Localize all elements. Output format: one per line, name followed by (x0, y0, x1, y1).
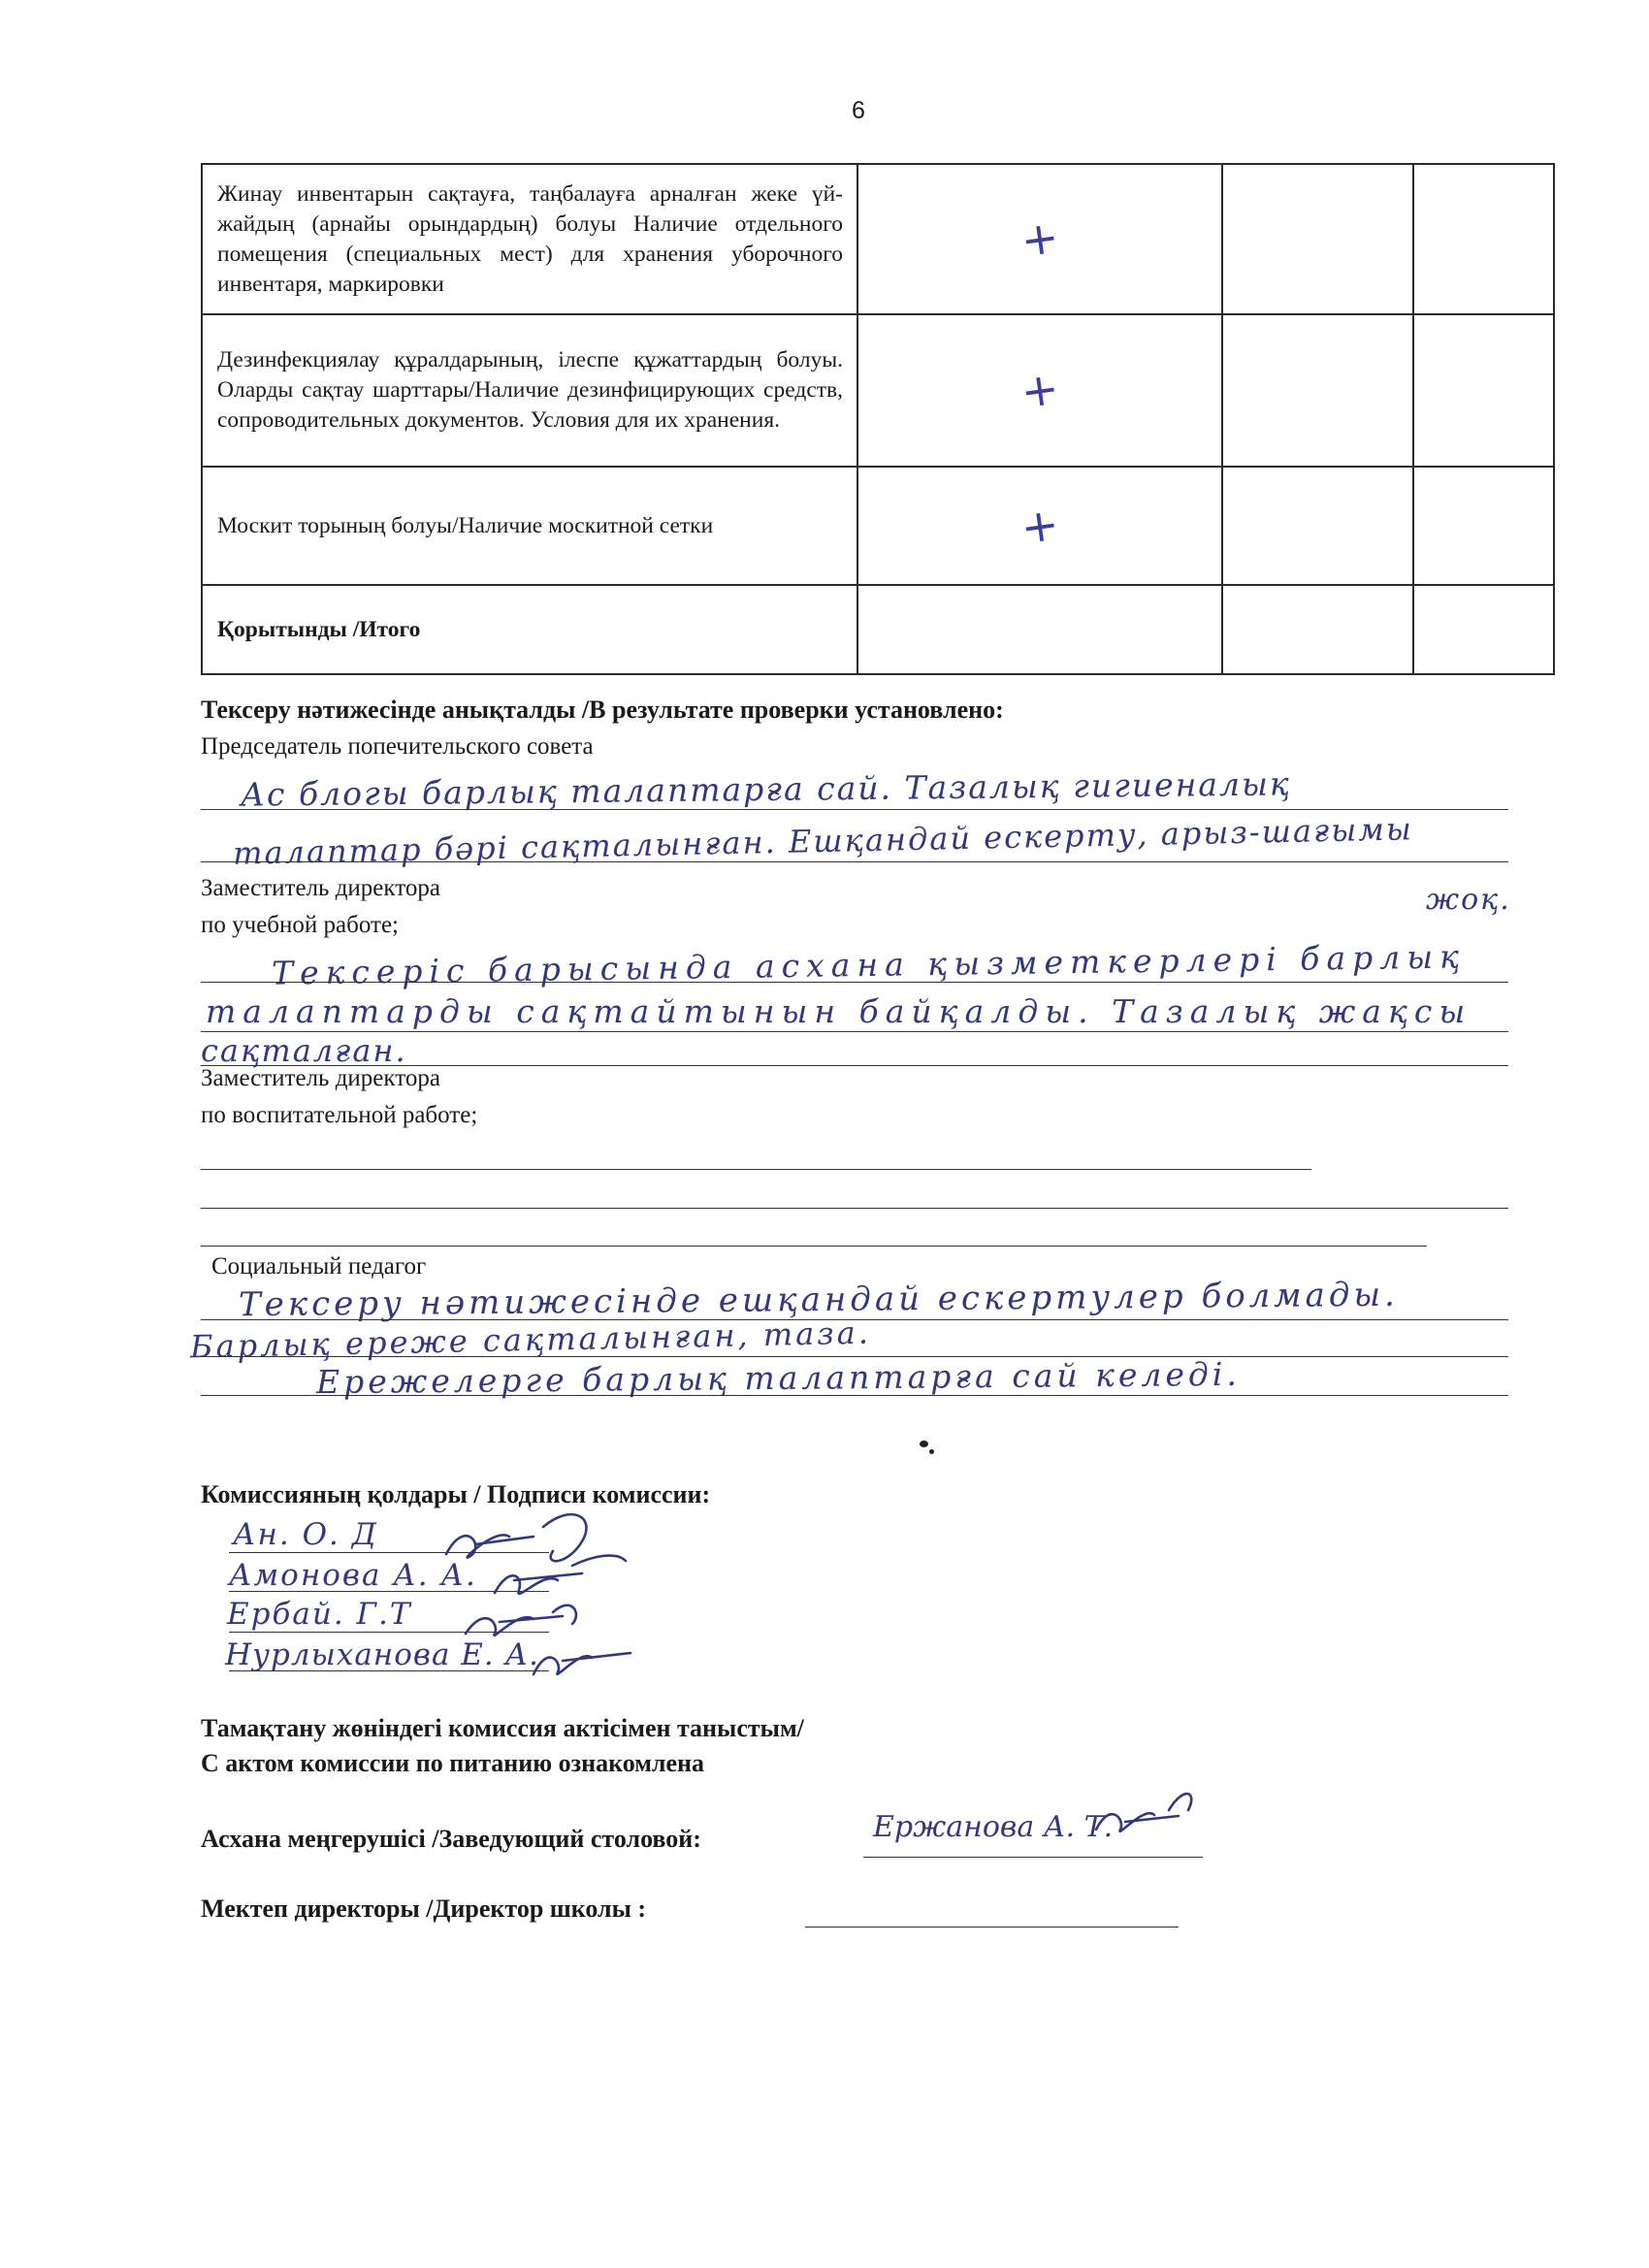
plus-mark: + (1018, 361, 1062, 419)
deputy-edu-label: по воспитательной работе; (201, 1102, 478, 1128)
table-row (202, 467, 1554, 585)
chairman-label: Председатель попечительского совета (201, 733, 594, 760)
answer-line (201, 1246, 1427, 1247)
signature-stroke (446, 1514, 586, 1561)
commission-member: Ербай. Г.Т (227, 1597, 412, 1632)
findings-heading: Тексеру нәтижесінде анықталды /В результате проверки установлено: (201, 696, 1004, 724)
canteen-manager-signature (1086, 1781, 1203, 1849)
deputy-study-note-line: Тексеріс барысында асхана қызметкерлері барлық (271, 937, 1467, 992)
answer-line (201, 1169, 1311, 1170)
mark-cell (857, 314, 1222, 467)
empty-cell (1413, 585, 1554, 674)
commission-heading: Комиссияның қолдары / Подписи комиссии: (201, 1480, 711, 1508)
empty-cell (1413, 314, 1554, 467)
acknowledgement-line: С актом комиссии по питанию ознакомлена (201, 1749, 705, 1777)
social-note-line: Тексеру нәтижесінде ешқандай ескертулер болмады. (238, 1275, 1400, 1325)
empty-cell (1222, 164, 1413, 314)
answer-line (201, 861, 1508, 862)
plus-mark: + (1018, 497, 1062, 554)
signature-stroke (534, 1653, 630, 1674)
criterion-cell: Москит торының болуы/Наличие москитной сетки (202, 467, 857, 585)
deputy-study-label: Заместитель директора (201, 875, 440, 901)
total-cell: Қорытынды /Итого (202, 585, 857, 674)
chairman-note-line: Ас блогы барлық талаптарға сай. Тазалық гигиеналық (240, 764, 1292, 814)
director-label: Мектеп директоры /Директор школы : (201, 1895, 647, 1923)
answer-line (201, 1395, 1508, 1396)
canteen-manager-name: Ержанова А. Т. (873, 1810, 1114, 1844)
mark-cell (857, 164, 1222, 314)
commission-member: Ан. О. Д (233, 1517, 378, 1552)
answer-line (201, 809, 1508, 810)
table-row (202, 585, 1554, 674)
scan-speck (929, 1449, 934, 1454)
plus-mark: + (1018, 210, 1062, 268)
answer-line (201, 1208, 1508, 1209)
mark-cell (857, 585, 1222, 674)
empty-cell (1413, 164, 1554, 314)
acknowledgement-line: Тамақтану жөніндегі комиссия актісімен таныстым/ (201, 1714, 804, 1742)
deputy-edu-label: Заместитель директора (201, 1065, 440, 1091)
answer-line (201, 982, 1508, 983)
commission-member: Амонова А. А. (229, 1558, 477, 1593)
commission-signatures (427, 1498, 689, 1701)
signature-line (863, 1857, 1203, 1858)
signature-line (805, 1927, 1179, 1928)
page-number: 6 (852, 97, 865, 124)
criterion-cell: Жинау инвентарын сақтауға, таңбалауға арналған жеке үй-жайдың (арнайы орындардың) болуы Наличие отдельного помещения (специальных мест) для хранения уборочного инвентаря, маркировки (202, 164, 857, 314)
mark-cell (857, 467, 1222, 585)
scan-speck (920, 1441, 928, 1447)
checklist-table (201, 163, 1555, 675)
commission-member: Нурлыханова Е. А. (225, 1637, 539, 1672)
signature-stroke (466, 1605, 576, 1636)
answer-line (201, 1356, 1508, 1357)
deputy-study-note-line: талаптарды сақтайтынын байқалды. Тазалық жақсы (206, 992, 1472, 1030)
deputy-study-note-line: сақталған. (201, 1032, 407, 1069)
social-note-line: Ережелерге барлық талаптарға сай келеді. (315, 1354, 1242, 1402)
table-row (202, 164, 1554, 314)
empty-cell (1413, 467, 1554, 585)
signature-stroke (1096, 1794, 1191, 1831)
empty-cell (1222, 467, 1413, 585)
canteen-manager-label: Асхана меңгерушісі /Заведующий столовой: (201, 1825, 701, 1853)
criterion-cell: Дезинфекциялау құралдарының, ілеспе құжаттардың болуы. Оларды сақтау шарттары/Наличие дезинфицирующих средств, сопроводительных документов. Условия для их хранения. (202, 314, 857, 467)
chairman-note-line: жоқ. (1426, 883, 1511, 917)
empty-cell (1222, 314, 1413, 467)
chairman-note-line: талаптар бәрі сақталынған. Ешқандай ескерту, арыз-шағымы (232, 810, 1414, 872)
table-row (202, 314, 1554, 467)
social-note-line: Барлық ереже сақталынған, таза. (189, 1313, 872, 1366)
social-pedagogue-label: Социальный педагог (211, 1253, 427, 1280)
empty-cell (1222, 585, 1413, 674)
deputy-study-label: по учебной работе; (201, 912, 399, 938)
